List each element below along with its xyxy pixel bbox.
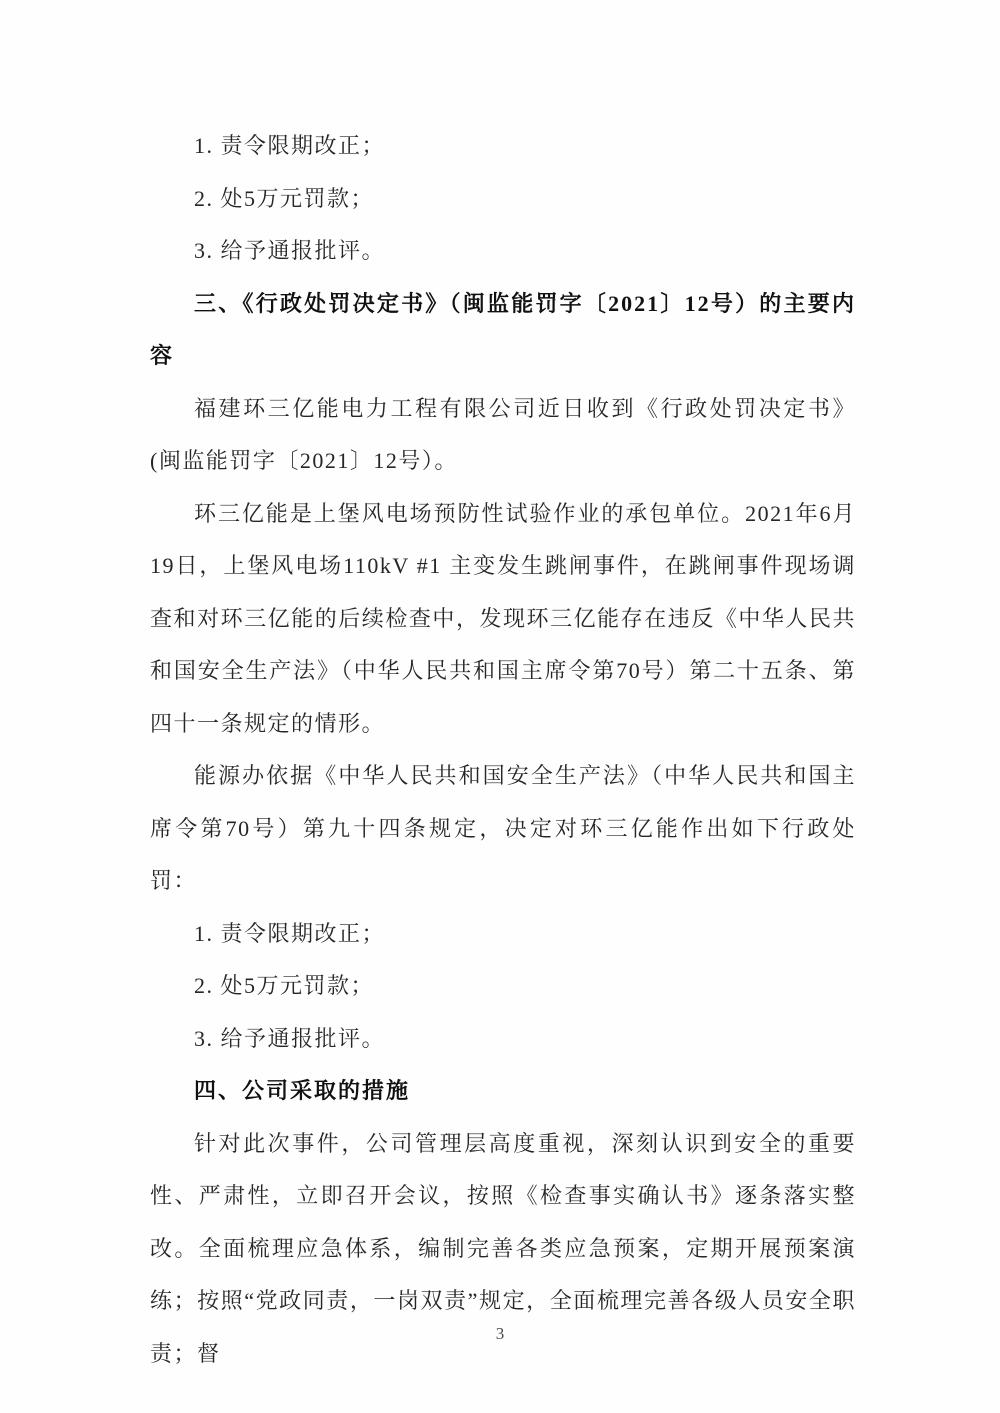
document-body: [150, 120, 856, 1380]
penalty-list-item-2: 2. 处5万元罚款；: [194, 185, 375, 211]
penalty-list-item-1: 1. 责令限期改正；: [194, 133, 386, 158]
paragraph-decision-received: 福建环三亿能电力工程有限公司近日收到《行政处罚决定书》(闽监能罚字〔2021〕12号）。: [150, 395, 856, 473]
penalty-list-item-4: 1. 责令限期改正；: [194, 920, 386, 946]
section-heading-four: 四、公司采取的措施: [194, 1078, 411, 1103]
penalty-list-item-6: 3. 给予通报批评。: [194, 1025, 386, 1051]
paragraph-company-measures: 针对此次事件，公司管理层高度重视，深刻认识到安全的重要性、严肃性，立即召开会议，按照《检查事实确认书》逐条落实整改。全面梳理应急体系，编制完善各类应急预案，定期开展预案演练；按照“党政同责，一岗双责”规定，全面梳理完善各级人员安全职责；督: [150, 1130, 856, 1366]
penalty-list-item-5: 2. 处5万元罚款；: [194, 973, 375, 998]
paragraph-incident-description: 环三亿能是上堡风电场预防性试验作业的承包单位。2021年6月19日，上堡风电场110kV #1 主变发生跳闸事件，在跳闸事件现场调查和对环三亿能的后续检查中，发现环三亿能存在违反《中华人民共和国安全生产法》（中华人民共和国主席令第70号）第二十五条、第四十一条规定的情形。: [150, 500, 856, 736]
paragraph-legal-basis: 能源办依据《中华人民共和国安全生产法》（中华人民共和国主席令第70号）第九十四条规定，决定对环三亿能作出如下行政处罚：: [150, 763, 856, 893]
section-heading-three: 三、《行政处罚决定书》（闽监能罚字〔2021〕12号）的主要内容: [150, 290, 856, 368]
page-number: 3: [495, 1324, 505, 1343]
penalty-list-item-3: 3. 给予通报批评。: [194, 238, 386, 263]
